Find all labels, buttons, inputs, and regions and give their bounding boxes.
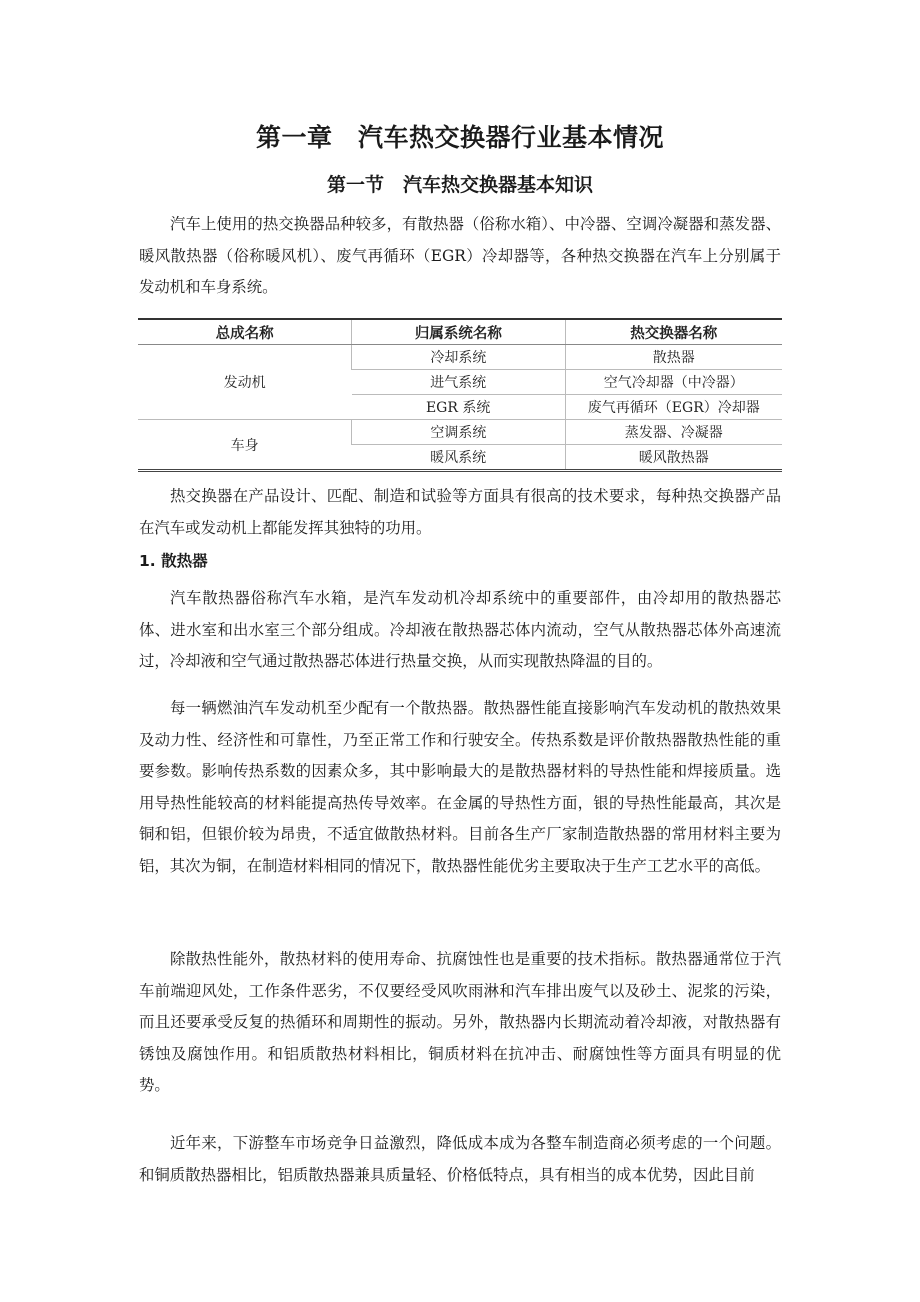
system-cell: 冷却系统 (352, 345, 565, 370)
header-system: 归属系统名称 (352, 319, 565, 345)
system-cell: 空调系统 (352, 420, 565, 445)
exchanger-cell: 空气冷却器（中冷器） (565, 370, 782, 395)
assembly-engine: 发动机 (138, 345, 352, 420)
header-assembly: 总成名称 (138, 319, 352, 345)
table-row (138, 420, 782, 445)
exchanger-cell: 蒸发器、冷凝器 (565, 420, 782, 445)
system-cell: EGR 系统 (352, 395, 565, 420)
system-cell: 暖风系统 (352, 445, 565, 471)
intro-paragraph: 汽车上使用的热交换器品种较多，有散热器（俗称水箱）、中冷器、空调冷凝器和蒸发器、暖风散热器（俗称暖风机）、废气再循环（EGR）冷却器等，各种热交换器在汽车上分别属于发动机和车身系统。 (139, 215, 781, 296)
table-header-row (138, 319, 782, 345)
section-title: 第一节 汽车热交换器基本知识 (326, 174, 593, 196)
heading-radiator: 1. 散热器 (139, 552, 208, 570)
assembly-body: 车身 (138, 420, 352, 471)
system-cell: 进气系统 (352, 370, 565, 395)
table-row (138, 345, 782, 370)
paragraph-1: 汽车散热器俗称汽车水箱，是汽车发动机冷却系统中的重要部件，由冷却用的散热器芯体、进水室和出水室三个部分组成。冷却液在散热器芯体内流动，空气从散热器芯体外高速流过，冷却液和空气通过散热器芯体进行热量交换，从而实现散热降温的目的。 (139, 589, 781, 670)
exchanger-cell: 暖风散热器 (565, 445, 782, 471)
paragraph-4: 近年来，下游整车市场竞争日益激烈，降低成本成为各整车制造商必须考虑的一个问题。和铜质散热器相比，铝质散热器兼具质量轻、价格低特点，具有相当的成本优势，因此目前 (139, 1134, 781, 1184)
paragraph-2: 每一辆燃油汽车发动机至少配有一个散热器。散热器性能直接影响汽车发动机的散热效果及动力性、经济性和可靠性，乃至正常工作和行驶安全。传热系数是评价散热器散热性能的重要参数。影响传热系数的因素众多，其中影响最大的是散热器材料的导热性能和焊接质量。选用导热性能较高的材料能提高热传导效率。在金属的导热性方面，银的导热性能最高，其次是铜和铝，但银价较为昂贵，不适宜做散热材料。目前各生产厂家制造散热器的常用材料主要为铝，其次为铜，在制造材料相同的情况下，散热器性能优劣主要取决于生产工艺水平的高低。 (139, 699, 781, 875)
after-table-paragraph: 热交换器在产品设计、匹配、制造和试验等方面具有很高的技术要求，每种热交换器产品在汽车或发动机上都能发挥其独特的功用。 (139, 487, 781, 537)
heat-exchanger-table (138, 318, 782, 472)
header-exchanger: 热交换器名称 (565, 319, 782, 345)
exchanger-cell: 废气再循环（EGR）冷却器 (565, 395, 782, 420)
chapter-title: 第一章 汽车热交换器行业基本情况 (255, 123, 664, 152)
exchanger-cell: 散热器 (565, 345, 782, 370)
paragraph-3: 除散热性能外，散热材料的使用寿命、抗腐蚀性也是重要的技术指标。散热器通常位于汽车前端迎风处，工作条件恶劣，不仅要经受风吹雨淋和汽车排出废气以及砂土、泥浆的污染，而且还要承受反复的热循环和周期性的振动。另外，散热器内长期流动着冷却液，对散热器有锈蚀及腐蚀作用。和铝质散热材料相比，铜质材料在抗冲击、耐腐蚀性等方面具有明显的优势。 (139, 950, 781, 1094)
